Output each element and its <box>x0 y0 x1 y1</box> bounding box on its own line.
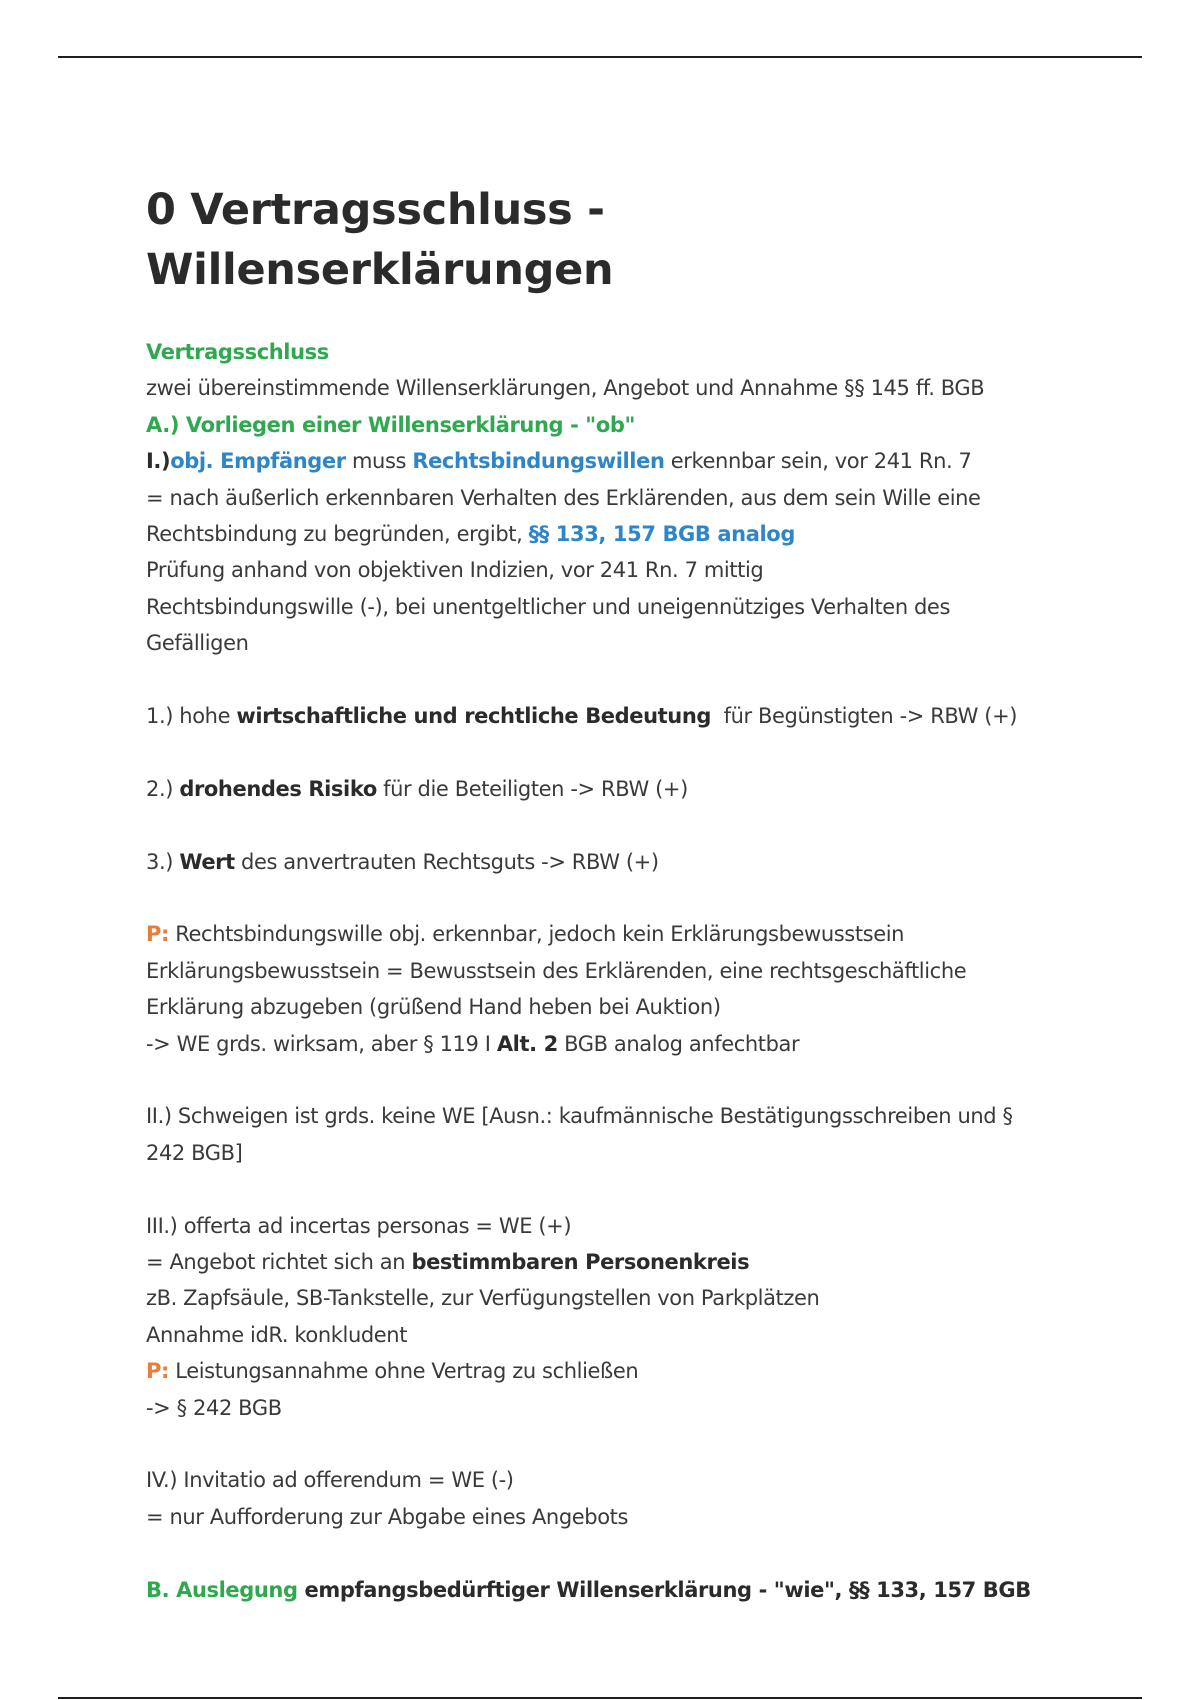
page-title: 0 Vertragsschluss - Willenserklärungen <box>146 185 614 295</box>
text-line <box>146 443 1076 479</box>
text-line <box>146 916 1076 952</box>
text-line <box>146 516 1076 552</box>
top-rule <box>58 56 1142 58</box>
text-line: IV.) Invitatio ad offerendum = WE (-) <box>146 1468 514 1493</box>
list-marker: I.) <box>146 449 171 474</box>
spacer <box>146 1171 1076 1207</box>
document-body <box>146 334 1076 1608</box>
text-span: Rechtsbindung zu begründen, ergibt, <box>146 522 529 547</box>
text-line: zwei übereinstimmende Willenserklärungen, Angebot und Annahme §§ 145 ff. BGB <box>146 376 985 401</box>
bold-term: empfangsbedürftiger Willenserklärung - "wie", §§ 133, 157 BGB <box>297 1577 1031 1602</box>
text-span: 1.) hohe <box>146 704 237 729</box>
bold-term: Wert <box>179 849 235 874</box>
bold-term: Alt. 2 <box>496 1031 558 1056</box>
highlight-term: Rechtsbindungswillen <box>412 449 665 474</box>
spacer <box>146 807 1076 843</box>
text-line <box>146 698 1076 734</box>
highlight-term: §§ 133, 157 BGB analog <box>528 522 795 547</box>
text-line: 242 BGB] <box>146 1140 243 1165</box>
text-line: Gefälligen <box>146 631 249 656</box>
bold-term: bestimmbaren Personenkreis <box>411 1250 750 1275</box>
spacer <box>146 880 1076 916</box>
text-line: -> § 242 BGB <box>146 1395 282 1420</box>
text-line <box>146 1026 1076 1062</box>
bold-term: drohendes Risiko <box>179 776 377 801</box>
section-heading-b-label: B. Auslegung <box>146 1577 298 1602</box>
text-line: Rechtsbindungswille (-), bei unentgeltlicher und uneigennütziges Verhalten des <box>146 594 950 619</box>
problem-marker: P: <box>146 1359 169 1384</box>
text-span: Rechtsbindungswille obj. erkennbar, jedoch kein Erklärungsbewusstsein <box>169 922 905 947</box>
text-span: 2.) <box>146 776 180 801</box>
text-line: II.) Schweigen ist grds. keine WE [Ausn.: kaufmännische Bestätigungsschreiben und § <box>146 1104 1013 1129</box>
text-line: zB. Zapfsäule, SB-Tankstelle, zur Verfügungstellen von Parkplätzen <box>146 1286 820 1311</box>
text-line: Prüfung anhand von objektiven Indizien, vor 241 Rn. 7 mittig <box>146 558 764 583</box>
text-line: Erklärung abzugeben (grüßend Hand heben bei Auktion) <box>146 995 721 1020</box>
spacer <box>146 1426 1076 1462</box>
highlight-term: obj. Empfänger <box>170 449 346 474</box>
text-span: 3.) <box>146 849 180 874</box>
text-span: BGB analog anfechtbar <box>557 1031 800 1056</box>
text-span: für die Beteiligten -> RBW (+) <box>376 776 688 801</box>
text-line: Erklärungsbewusstsein = Bewusstsein des Erklärenden, eine rechtsgeschäftliche <box>146 958 967 983</box>
text-line <box>146 771 1076 807</box>
text-span: erkennbar sein, vor 241 Rn. 7 <box>664 449 972 474</box>
section-heading-a: A.) Vorliegen einer Willenserklärung - "ob" <box>146 412 636 437</box>
spacer <box>146 734 1076 770</box>
text-span: des anvertrauten Rechtsguts -> RBW (+) <box>234 849 659 874</box>
text-line: = nur Aufforderung zur Abgabe eines Angebots <box>146 1504 629 1529</box>
text-line: III.) offerta ad incertas personas = WE (+) <box>146 1213 572 1238</box>
section-heading-vertragsschluss: Vertragsschluss <box>146 340 329 364</box>
section-heading-b <box>146 1572 1076 1608</box>
text-line: = nach äußerlich erkennbaren Verhalten des Erklärenden, aus dem sein Wille eine <box>146 485 981 510</box>
text-span: = Angebot richtet sich an <box>146 1250 412 1275</box>
document-page <box>146 180 1076 1608</box>
text-span: Leistungsannahme ohne Vertrag zu schließen <box>169 1359 639 1384</box>
text-span: -> WE grds. wirksam, aber § 119 I <box>146 1031 497 1056</box>
text-line <box>146 844 1076 880</box>
spacer <box>146 662 1076 698</box>
text-span: muss <box>345 449 413 474</box>
bold-term: wirtschaftliche und rechtliche Bedeutung <box>236 704 712 729</box>
bottom-rule <box>58 1697 1142 1699</box>
text-span: für Begünstigten -> RBW (+) <box>711 704 1018 729</box>
spacer <box>146 1062 1076 1098</box>
text-line <box>146 1353 1076 1389</box>
spacer <box>146 1535 1076 1571</box>
problem-marker: P: <box>146 922 169 947</box>
text-line <box>146 1244 1076 1280</box>
text-line: Annahme idR. konkludent <box>146 1322 408 1347</box>
